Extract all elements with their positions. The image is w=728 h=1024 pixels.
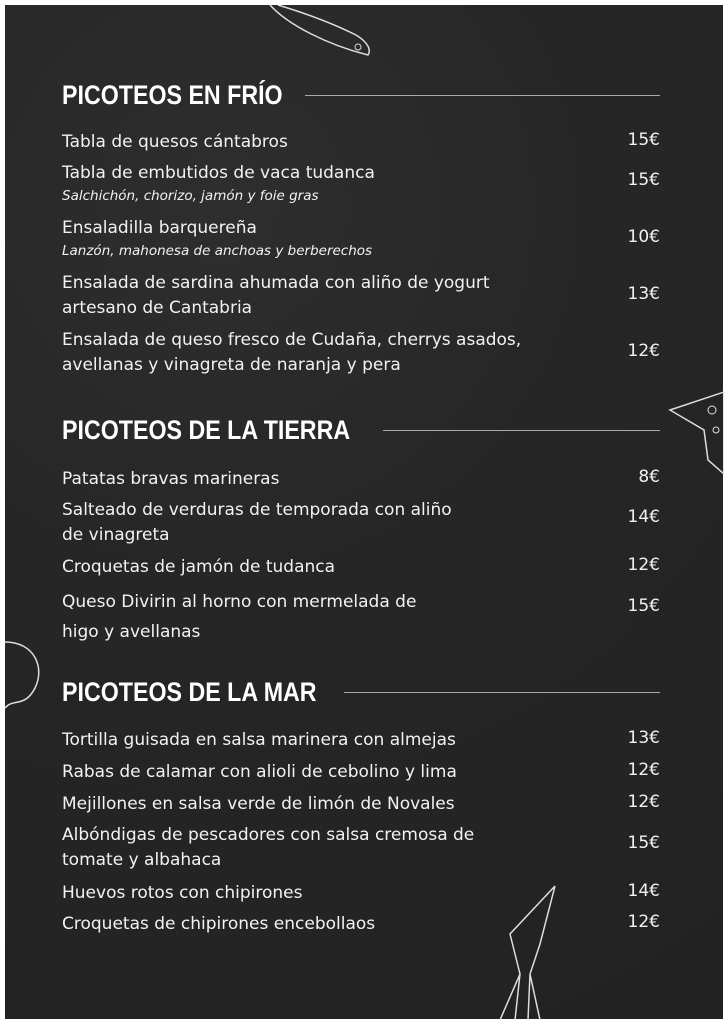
item-price: 15€ bbox=[627, 170, 660, 190]
item-price: 14€ bbox=[627, 507, 660, 527]
item-price: 12€ bbox=[627, 341, 660, 361]
item-price: 14€ bbox=[627, 881, 660, 901]
item-name: Queso Divirin al horno con mermelada de higo y avellanas bbox=[62, 592, 417, 642]
menu-item bbox=[62, 467, 660, 492]
item-description: Lanzón, mahonesa de anchoas y berberechos bbox=[62, 243, 373, 259]
menu-item bbox=[62, 328, 660, 378]
item-name: Ensalada de sardina ahumada con aliño de yogurt artesano de Cantabria bbox=[62, 273, 490, 318]
item-name: Rabas de calamar con alioli de cebolino y lima bbox=[62, 762, 457, 782]
item-price: 15€ bbox=[627, 833, 660, 853]
item-description: Salchichón, chorizo, jamón y foie gras bbox=[62, 188, 319, 204]
item-price: 13€ bbox=[627, 728, 660, 748]
menu-item bbox=[62, 823, 660, 873]
menu-item bbox=[62, 881, 660, 906]
item-name: Croquetas de chipirones encebollaos bbox=[62, 914, 376, 934]
menu-item bbox=[62, 216, 660, 261]
item-price: 12€ bbox=[627, 760, 660, 780]
item-name: Croquetas de jamón de tudanca bbox=[62, 557, 336, 577]
item-price: 8€ bbox=[638, 467, 660, 487]
menu-item bbox=[62, 587, 660, 647]
item-price: 12€ bbox=[627, 555, 660, 575]
mussel-illustration-icon bbox=[5, 638, 45, 728]
item-name: Ensalada de queso fresco de Cudaña, cherrys asados, avellanas y vinagreta de naranja y pera bbox=[62, 330, 522, 375]
item-name: Albóndigas de pescadores con salsa cremosa de tomate y albahaca bbox=[62, 825, 475, 870]
item-price: 15€ bbox=[627, 596, 660, 616]
menu-item bbox=[62, 728, 660, 753]
cheese-illustration-icon bbox=[668, 390, 724, 476]
menu-item bbox=[62, 792, 660, 817]
item-name: Tabla de quesos cántabros bbox=[62, 132, 288, 152]
divider bbox=[305, 95, 660, 96]
item-name: Salteado de verduras de temporada con aliño de vinagreta bbox=[62, 500, 452, 545]
menu-item bbox=[62, 912, 660, 937]
menu-item bbox=[62, 271, 660, 321]
item-price: 13€ bbox=[627, 284, 660, 304]
item-name: Huevos rotos con chipirones bbox=[62, 883, 303, 903]
menu-item bbox=[62, 760, 660, 785]
section-title: PICOTEOS DE LA TIERRA bbox=[62, 414, 351, 445]
item-name: Tabla de embutidos de vaca tudanca bbox=[62, 163, 375, 183]
item-name: Ensaladilla barquereña bbox=[62, 218, 257, 238]
item-name: Tortilla guisada en salsa marinera con almejas bbox=[62, 730, 456, 750]
item-price: 10€ bbox=[627, 227, 660, 247]
section-header-tierra bbox=[62, 413, 660, 447]
divider bbox=[383, 430, 660, 431]
divider bbox=[344, 692, 660, 693]
menu-item bbox=[62, 498, 660, 548]
section-header-frio bbox=[62, 78, 660, 112]
section-title: PICOTEOS EN FRÍO bbox=[62, 79, 283, 110]
item-name: Patatas bravas marineras bbox=[62, 469, 280, 489]
item-name: Mejillones en salsa verde de limón de Novales bbox=[62, 794, 455, 814]
menu-item bbox=[62, 161, 660, 206]
sardine-illustration-icon bbox=[268, 5, 374, 61]
menu-item bbox=[62, 555, 660, 580]
item-price: 12€ bbox=[627, 912, 660, 932]
menu-item bbox=[62, 130, 660, 155]
item-price: 12€ bbox=[627, 792, 660, 812]
section-header-mar bbox=[62, 675, 660, 709]
item-price: 15€ bbox=[627, 130, 660, 150]
section-title: PICOTEOS DE LA MAR bbox=[62, 676, 317, 707]
